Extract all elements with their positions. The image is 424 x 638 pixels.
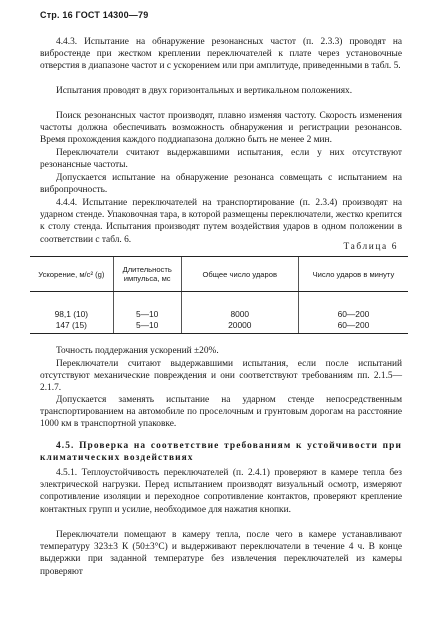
- paragraph-4-4-3: 4.4.3. Испытание на обнаружение резонансных частот (п. 2.3.3) проводят на вибростенде при жестком креплении переключателей к плате через установочные отверстия в диапазоне частот и с ускорением или при амплитуде, приведенными в табл. 5.: [40, 37, 402, 72]
- table-row: [30, 292, 408, 320]
- section-heading-4-5: 4.5. Проверка на соответствие требованиям к устойчивости при климатических воздействиях: [40, 441, 402, 464]
- table-header-row: [30, 257, 408, 292]
- table-header-cell: Число ударов в минуту: [298, 257, 408, 292]
- table-cell: 5—10: [113, 292, 181, 320]
- paragraph-resonance-combine: Допускается испытание на обнаружение резонанса совмещать с испытанием на вибропрочность.: [40, 173, 402, 196]
- table-cell: 20000: [181, 319, 298, 334]
- table-cell: 8000: [181, 292, 298, 320]
- paragraph-4-4-4: 4.4.4. Испытание переключателей на транспортирование (п. 2.3.4) производят на ударном стенде. Упаковочная тара, в которой размещены переключатели, жестко крепится к столу стенда. Испытания производят путем воздействия ударов в одном положении в соответствии с табл. 6.: [40, 198, 402, 245]
- table-caption: Таблица 6: [343, 242, 398, 252]
- table-cell: 98,1 (10): [54, 308, 89, 319]
- shock-test-table: [30, 256, 408, 334]
- table-header-cell: Общее число ударов: [181, 257, 298, 292]
- paragraph-4-5-1: 4.5.1. Теплоустойчивость переключателей (п. 2.4.1) проверяют в камере тепла без электрической нагрузки. Перед испытанием производят визуальный осмотр, измеряют сопротивление изоляции и переходное сопротивление контактов, проверяют крепление контактных групп и усилие, необходимое для нажатия кнопки.: [40, 468, 402, 515]
- paragraph-positions: Испытания проводят в двух горизонтальных и вертикальном положениях.: [56, 86, 353, 96]
- paragraph-accuracy: Точность поддержания ускорений ±20%.: [56, 346, 219, 356]
- paragraph-transport-replace: Допускается заменять испытание на ударном стенде непосредственным транспортированием на автомобиле по проселочным и грунтовым дорогам на расстояние 1000 км в транспортной упаковке.: [40, 395, 402, 430]
- table-cell: 147 (15): [30, 319, 113, 334]
- table-cell: 5—10: [113, 319, 181, 334]
- paragraph-resonance-search: Поиск резонансных частот производят, плавно изменяя частоту. Скорость изменения частоты должна обеспечивать возможность обнаружения и регистрации резонансов. Время прохождения каждого поддиапазона должно быть не менее 2 мин.: [40, 111, 402, 146]
- table-header-cell: Ускорение, м/с² (g): [30, 257, 113, 292]
- table-row: [30, 319, 408, 334]
- paragraph-resonance-pass: Переключатели считают выдержавшими испытания, если у них отсутствуют резонансные частоты.: [40, 148, 402, 171]
- page-header: Стр. 16 ГОСТ 14300—79: [40, 10, 149, 20]
- table-cell: 60—200: [298, 319, 408, 334]
- paragraph-transport-pass: Переключатели считают выдержавшими испытания, если после испытаний отсутствуют механические повреждения и они соответствуют требованиям пп. 2.1.5—2.1.7.: [40, 359, 402, 394]
- table-cell: 60—200: [298, 292, 408, 320]
- paragraph-heat-chamber: Переключатели помещают в камеру тепла, после чего в камере устанавливают температуру 323±3 К (50±3°С) и выдерживают переключатели в течение 4 ч. В конце выдержки при заданной температуре без извлечения переключателей из камеры проверяют: [40, 530, 402, 577]
- table-header-cell: Длительность импульса, мс: [113, 257, 181, 292]
